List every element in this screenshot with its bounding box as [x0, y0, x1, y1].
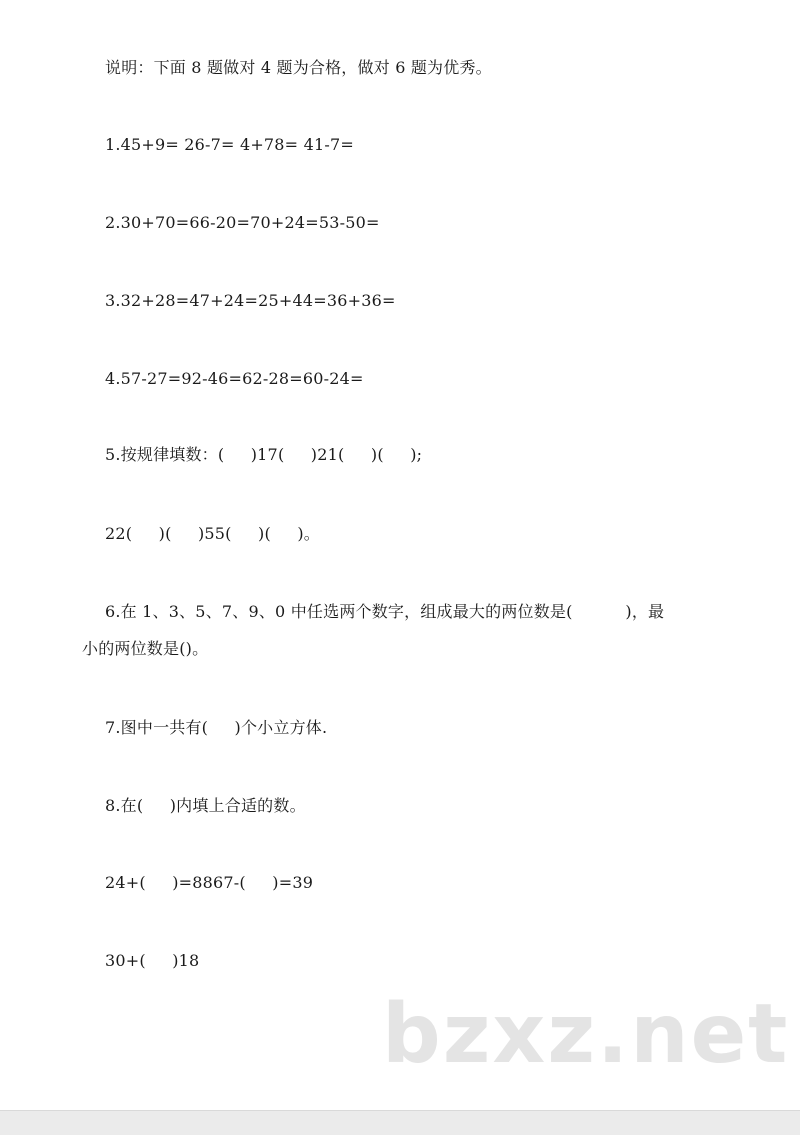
question-7: 7.图中一共有( )个小立方体.	[105, 718, 328, 737]
question-6-line-1: 6.在 1、3、5、7、9、0 中任选两个数字，组成最大的两位数是( )，最	[105, 602, 665, 621]
question-5-line-2: 22( )( )55( )( )。	[105, 524, 320, 543]
question-1: 1.45+9= 26-7= 4+78= 41-7=	[105, 135, 354, 154]
question-8: 8.在( )内填上合适的数。	[105, 796, 306, 815]
question-5-line-1: 5.按规律填数：( )17( )21( )( );	[105, 445, 423, 464]
page-bottom-bar	[0, 1110, 800, 1135]
question-6-line-2: 小的两位数是()。	[82, 639, 209, 658]
watermark: bzxz.net	[382, 987, 790, 1082]
question-2: 2.30+70=66-20=70+24=53-50=	[105, 213, 380, 232]
question-4: 4.57-27=92-46=62-28=60-24=	[105, 369, 364, 388]
question-8-line-1: 24+( )=8867-( )=39	[105, 873, 314, 892]
question-8-line-2: 30+( )18	[105, 951, 200, 970]
instructions-text: 说明：下面 8 题做对 4 题为合格，做对 6 题为优秀。	[105, 58, 492, 77]
question-3: 3.32+28=47+24=25+44=36+36=	[105, 291, 396, 310]
